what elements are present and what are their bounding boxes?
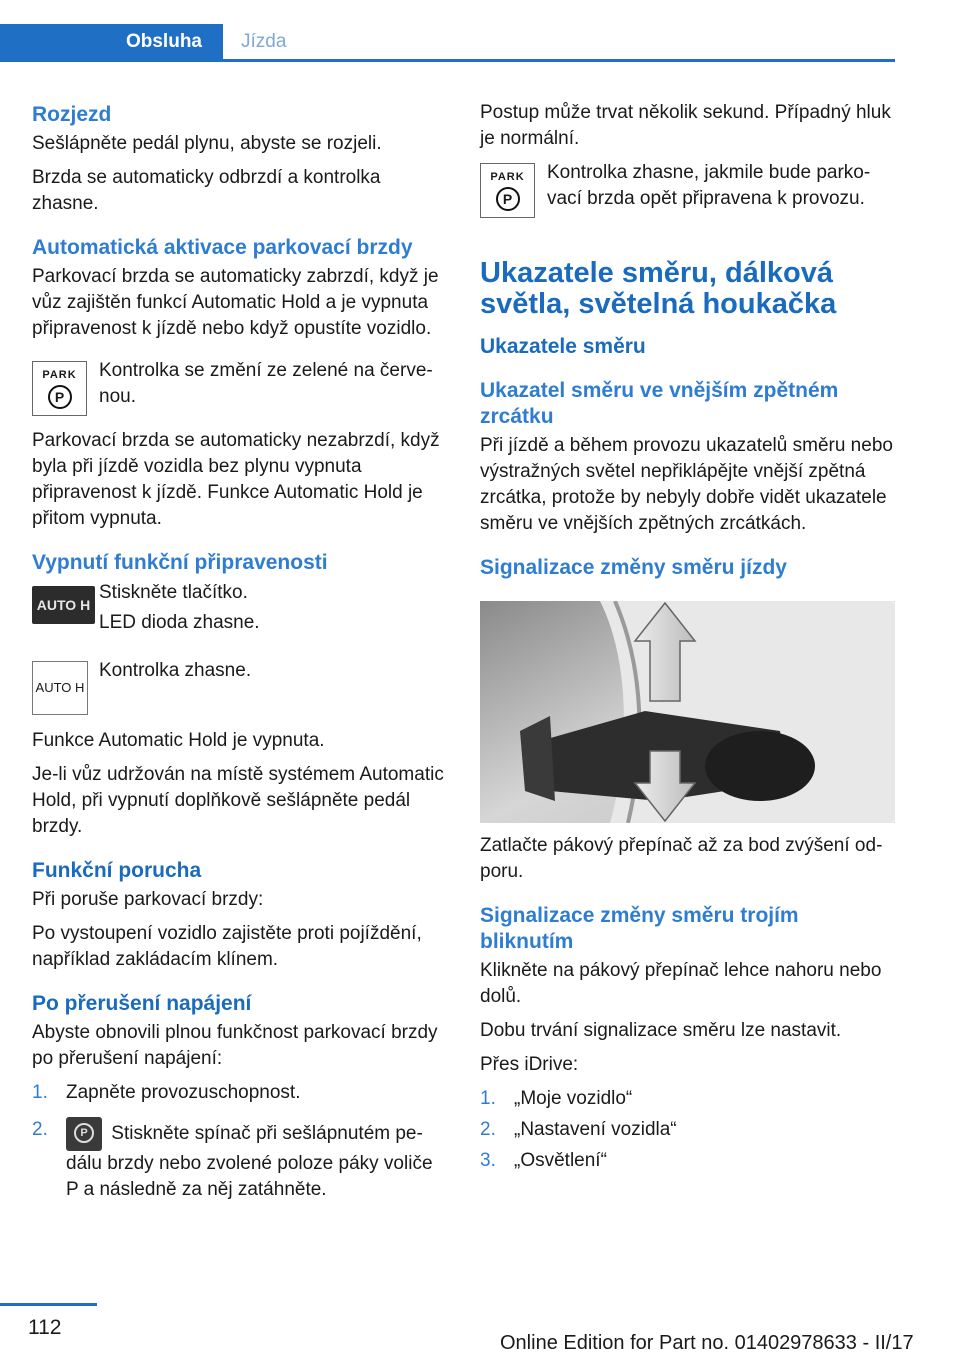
paragraph: Přes iDrive: bbox=[480, 1054, 579, 1075]
icon-note bbox=[32, 658, 444, 720]
icon-note-text: Kontrolka zhasne. bbox=[99, 660, 252, 681]
step-text: Stiskněte spínač při sešlápnutém pedálu brzdy nebo zvolené poloze páky voliče P a následně za něj zatáhněte. bbox=[66, 1123, 433, 1200]
turn-signal-lever-illustration bbox=[480, 601, 895, 823]
list-item bbox=[32, 1117, 444, 1203]
list-item bbox=[480, 1086, 895, 1112]
icon-note-text: LED dioda zhasne. bbox=[99, 612, 260, 633]
paragraph: Funkce Automatic Hold je vypnuta. bbox=[32, 730, 325, 751]
step-number: 1. bbox=[32, 1082, 48, 1103]
step-number: 2. bbox=[480, 1119, 496, 1140]
auto-hold-indicator-icon bbox=[32, 661, 88, 715]
page-number: 112 bbox=[28, 1316, 62, 1339]
paragraph: Brzda se automaticky odbrzdí a kontrolka zhasne. bbox=[32, 167, 381, 214]
paragraph: Klikněte na pákový přepínač lehce nahoru nebo dolů. bbox=[480, 960, 882, 1007]
tab-obsluha[interactable]: Obsluha bbox=[105, 24, 223, 59]
paragraph: Při poruše parkovací brzdy: bbox=[32, 889, 264, 910]
section-title-auto-activation: Automatická aktivace parkovací brzdy bbox=[32, 236, 413, 259]
chapter-title: Ukazatele směru, dálková světla, světelná houkačka bbox=[480, 257, 837, 320]
section-title-malfunction: Funkční porucha bbox=[32, 859, 202, 882]
paragraph: Po vystoupení vozidlo zajistěte proti pojíždění, například zakládacím klínem. bbox=[32, 923, 422, 970]
step-number: 1. bbox=[480, 1088, 496, 1109]
paragraph: Abyste obnovili plnou funkčnost parkovací brzdy po přerušení napájení: bbox=[32, 1022, 438, 1069]
parking-brake-switch-symbol: P bbox=[74, 1123, 94, 1143]
list-item bbox=[32, 1080, 444, 1106]
step-text: Zapněte provozuschopnost. bbox=[66, 1082, 301, 1103]
icon-note bbox=[32, 358, 444, 420]
page-number-rule bbox=[0, 1303, 97, 1306]
tab-accent-block bbox=[0, 24, 105, 59]
step-number: 3. bbox=[480, 1150, 496, 1171]
paragraph: Parkovací brzda se automaticky nezabrzdí, když byla při jízdě vozidla bez plynu vypnuta připravenost k jízdě. Funkce Automatic Hold je přitom vypnuta. bbox=[32, 430, 440, 529]
park-icon-symbol: P bbox=[496, 187, 520, 211]
left-column bbox=[32, 100, 444, 1214]
auto-hold-button-label: AUTO H bbox=[36, 597, 91, 613]
park-icon-label: PARK bbox=[42, 368, 77, 381]
step-text: „Osvětlení“ bbox=[514, 1150, 607, 1171]
step-text: „Nastavení vozidla“ bbox=[514, 1119, 677, 1140]
list-item bbox=[480, 1148, 895, 1174]
park-brake-icon bbox=[32, 361, 87, 416]
subchapter-title: Ukazatele směru bbox=[480, 335, 646, 358]
park-icon-symbol: P bbox=[48, 385, 72, 409]
icon-note bbox=[480, 160, 895, 222]
section-title-rozjezd: Rozjezd bbox=[32, 103, 112, 126]
icon-note-text: Kontrolka zhasne, jakmile bude parkovací brzda opět připravena k provozu. bbox=[547, 162, 871, 209]
section-title-disable-readiness: Vypnutí funkční připravenosti bbox=[32, 551, 328, 574]
park-brake-icon bbox=[480, 163, 535, 218]
step-number: 2. bbox=[32, 1119, 48, 1140]
icon-note bbox=[32, 580, 444, 642]
auto-hold-button-icon bbox=[32, 586, 95, 624]
paragraph: Sešlápněte pedál plynu, abyste se rozjeli. bbox=[32, 133, 382, 154]
edition-footer: Online Edition for Part no. 01402978633 - II/17 bbox=[500, 1332, 914, 1354]
right-column bbox=[480, 100, 895, 1179]
paragraph: Zatlačte pákový přepínač až za bod zvýšení odporu. bbox=[480, 835, 883, 882]
icon-note-text: Kontrolka se změní ze zelené na červenou. bbox=[99, 360, 433, 407]
tab-jizda[interactable]: Jízda bbox=[241, 31, 287, 52]
park-icon-label: PARK bbox=[490, 170, 525, 183]
paragraph: Při jízdě a během provozu ukazatelů směru nebo výstražných světel nepřiklápějte vnější zpětná zrcátka, protože by nebyly dobře vidět ukazatele směru ve vnějších zpětných zrcátkách. bbox=[480, 435, 893, 534]
steps-list bbox=[32, 1080, 444, 1203]
paragraph: Je-li vůz udržován na místě systémem Automatic Hold, při vypnutí doplňkově sešlápněte pedál brzdy. bbox=[32, 764, 444, 837]
paragraph: Dobu trvání signalizace směru lze nastavit. bbox=[480, 1020, 842, 1041]
steps-list bbox=[480, 1086, 895, 1174]
section-title-turn-signal: Signalizace změny směru jízdy bbox=[480, 556, 787, 579]
lever-drawing bbox=[480, 601, 895, 823]
paragraph: Parkovací brzda se automaticky zabrzdí, když je vůz zajištěn funkcí Automatic Hold a je vypnuta připravenost k jízdě nebo když opustíte vozidlo. bbox=[32, 266, 439, 339]
list-item bbox=[480, 1117, 895, 1143]
auto-hold-indicator-label: AUTO H bbox=[35, 680, 85, 695]
icon-note-text: Stiskněte tlačítko. bbox=[99, 582, 248, 603]
step-text: „Moje vozidlo“ bbox=[514, 1088, 633, 1109]
section-title-triple-blink: Signalizace změny směru trojím bliknutím bbox=[480, 904, 799, 953]
paragraph: Postup může trvat několik sekund. Případný hluk je normální. bbox=[480, 102, 891, 149]
section-title-power-interruption: Po přerušení napájení bbox=[32, 992, 252, 1015]
section-title-mirror-indicator: Ukazatel směru ve vnějším zpětném zrcátku bbox=[480, 379, 839, 428]
chapter-tabs bbox=[0, 24, 895, 62]
parking-brake-switch-icon bbox=[66, 1117, 102, 1151]
